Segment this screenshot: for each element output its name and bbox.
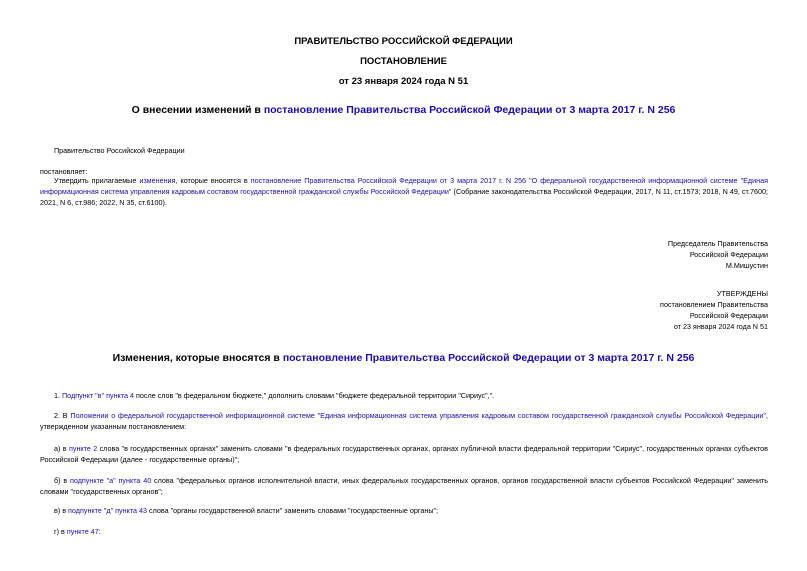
approval-approved: УТВЕРЖДЕНЫ — [716, 289, 768, 298]
decree-256-link[interactable]: постановление Правительства Российской Федерации от 3 марта 2017 г. N 256 "О федеральной государственной информационной системе "Единая информационная система управления кадровым составом государственной гражданской службы Российской Федерации" — [40, 176, 768, 196]
item-2a-link[interactable]: пункте 2 — [68, 444, 98, 453]
decrees-line: постановляет: — [40, 167, 88, 176]
item-2c-link[interactable]: подпункте "д" пункта 43 — [68, 506, 148, 515]
changes-link[interactable]: изменения — [139, 176, 176, 185]
item-2d-text: : — [98, 527, 101, 536]
approval-block — [660, 288, 768, 332]
changes-title — [0, 352, 807, 364]
item-1-text: после слов "в федеральном бюджете," дополнить словами "бюджете федеральной территории "Сириус",". — [133, 391, 495, 400]
item-2d-prefix: г) в — [54, 527, 67, 536]
item-1 — [54, 390, 768, 401]
signature-name: М.Мишустин — [725, 261, 768, 270]
government-heading: ПРАВИТЕЛЬСТВО РОССИЙСКОЙ ФЕДЕРАЦИИ — [294, 36, 513, 47]
item-2 — [40, 410, 768, 432]
item-2c-text: слова "органы государственной власти" заменить словами "государственные органы"; — [147, 506, 439, 515]
document-date: от 23 января 2024 года N 51 — [338, 76, 469, 87]
signature-position: Председатель Правительства — [667, 239, 768, 248]
item-2d — [40, 526, 768, 537]
signature-block — [668, 238, 768, 271]
item-2-num: 2. В — [54, 411, 71, 420]
title-prefix: О внесении изменений в — [131, 104, 264, 116]
item-2a-prefix: а) в — [54, 444, 69, 453]
title-link[interactable]: постановление Правительства Российской Федерации от 3 марта 2017 г. N 256 — [263, 104, 676, 116]
government-line: Правительство Российской Федерации — [54, 146, 185, 155]
changes-title-link[interactable]: постановление Правительства Российской Федерации от 3 марта 2017 г. N 256 — [282, 352, 695, 364]
signature-country: Российской Федерации — [689, 250, 768, 259]
item-2b — [40, 475, 768, 497]
p1-text-a: Утвердить прилагаемые — [54, 176, 140, 185]
p1-text-b: , которые вносятся в — [175, 176, 251, 185]
item-1-link[interactable]: Подпункт "в" пункта 4 — [62, 391, 134, 400]
changes-title-prefix: Изменения, которые вносятся в — [112, 352, 283, 364]
item-1-num: 1. — [54, 391, 62, 400]
item-2-link[interactable]: Положении о федеральной государственной информационной системе "Единая информационная система управления кадровым составом государственной гражданской службы Российской Федерации" — [70, 411, 766, 420]
item-2-text: , утвержденном указанным постановлением: — [40, 411, 768, 431]
approval-country: Российской Федерации — [689, 311, 768, 320]
item-2b-link[interactable]: подпункте "а" пункта 40 — [69, 476, 152, 485]
item-2d-link[interactable]: пункте 47 — [66, 527, 99, 536]
item-2c-prefix: в) в — [54, 506, 69, 515]
item-2a — [40, 443, 768, 465]
p1-text-c: (Собрание законодательства Российской Федерации, 2017, N 11, ст.1573; 2018, N 49, ст.7600; 2021, N 6, ст.986; 2022, N 35, ст.6100). — [40, 187, 769, 207]
document-title — [0, 104, 807, 116]
item-2b-prefix: б) в — [54, 476, 70, 485]
approval-by: постановлением Правительства — [660, 300, 768, 309]
item-2c — [40, 505, 768, 516]
item-2b-text: слова "федеральных органов исполнительной власти, иных федеральных государственных органов, органов государственной власти субъектов Российской Федерации" заменить словами "государственных органов"; — [40, 476, 768, 496]
item-2a-text: слова "в государственных органах" заменить словами "в федеральных государственных органах, органах публичной власти федеральной территории "Сириус", государственных органах субъектов Российской Федерации (далее - государственные органы)"; — [40, 444, 768, 464]
document-type: ПОСТАНОВЛЕНИЕ — [360, 56, 447, 67]
paragraph-approve — [40, 175, 768, 208]
approval-date: от 23 января 2024 года N 51 — [673, 322, 768, 331]
